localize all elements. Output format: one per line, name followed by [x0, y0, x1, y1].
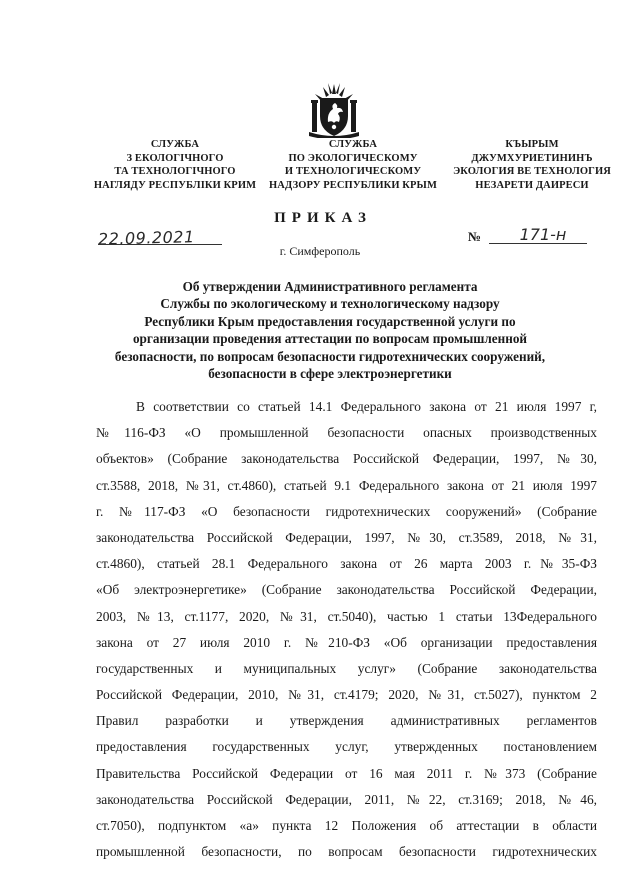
header-line: ЭКОЛОГИЯ ВЕ ТЕХНОЛОГИЯ [453, 166, 611, 177]
body-line: В соответствии со статьей 14.1 Федерального закона от 21 июля 1997 г, [136, 399, 597, 414]
body-line: Российской Федерации, 2010, №31, ст.4179; 2020, №31, ст.5027), пунктом 2 [96, 687, 597, 703]
header-line: З ЕКОЛОГІЧНОГО [126, 152, 224, 164]
body-line: Правительства Российской Федерации от 16 мая 2011 г. №373 (Собрание [96, 765, 597, 781]
subject-line: Службы по экологическому и технологическому надзору [160, 296, 500, 312]
document-city: г. Симферополь [279, 244, 361, 258]
body-line: г. №117-ФЗ «О безопасности гидротехнических сооружений» (Собрание [96, 503, 597, 519]
header-line: ПО ЭКОЛОГИЧЕСКОМУ [288, 152, 418, 164]
header-line: ТА ТЕХНОЛОГІЧНОГО [114, 166, 236, 177]
header-line: СЛУЖБА [150, 139, 200, 150]
body-line: №116-ФЗ «О промышленной безопасности опасных производственных [96, 425, 597, 441]
header-line: СЛУЖБА [328, 139, 378, 150]
body-line: ст.4860), статьей 28.1 Федерального закона от 26 марта 2003 г.№35-ФЗ [96, 556, 597, 572]
body-line: 2003, №13, ст.1177, 2020, №31, ст.5040), частью 1 статьи 13Федерального [96, 608, 597, 624]
header-russian [258, 138, 448, 192]
header-line: КЪЫРЫМ [505, 139, 559, 150]
document-title: ПРИКАЗ [274, 210, 372, 226]
body-line: государственных и муниципальных услуг» (Собрание законодательства [96, 660, 597, 676]
subject-line: организации проведения аттестации по вопросам промышленной [132, 331, 528, 347]
document-subject [60, 278, 600, 382]
number-sign: № [468, 229, 482, 244]
body-line: закона от 27 июля 2010 г. №210-ФЗ «Об организации предоставления [96, 634, 597, 650]
document-number: 171-н [519, 225, 567, 244]
body-line: ст.3588, 2018, №31, ст.4860), статьей 9.1 Федерального закона от 21 июля 1997 [96, 477, 597, 493]
body-line: промышленной безопасности, по вопросам безопасности гидротехнических [96, 844, 597, 860]
document-date: 22.09.2021 [97, 227, 195, 249]
header-line: НЕЗАРЕТИ ДАИРЕСИ [475, 179, 589, 191]
body-line: объектов» (Собрание законодательства Российской Федерации, 1997, №30, [96, 451, 597, 467]
subject-line: Об утверждении Административного регламента [182, 279, 478, 294]
body-line: законодательства Российской Федерации, 1997, №30, ст.3589, 2018, №31, [96, 529, 597, 545]
document-body [96, 394, 597, 865]
body-line: «Об электроэнергетике» (Собрание законодательства Российской Федерации, [96, 582, 597, 598]
body-line: ст.7050), подпунктом «а» пункта 12 Положения об аттестации в области [96, 818, 597, 833]
body-line: Правил разработки и утверждения административных регламентов [96, 713, 597, 729]
header-line: НАГЛЯДУ РЕСПУБЛІКИ КРИМ [93, 179, 257, 191]
subject-line: Республики Крым предоставления государственной услуги по [144, 313, 516, 329]
body-line: предоставления государственных услуг, утвержденных постановлением [96, 739, 597, 755]
body-line: законодательства Российской Федерации, 2011, №22, ст.3169; 2018, №46, [96, 791, 597, 807]
header-line: НАДЗОРУ РЕСПУБЛИКИ КРЫМ [269, 179, 437, 191]
header-line: И ТЕХНОЛОГИЧЕСКОМУ [284, 166, 422, 177]
subject-line: безопасности в сфере электроэнергетики [208, 366, 452, 382]
header-crimean-tatar [446, 138, 618, 192]
number-underline [489, 243, 587, 244]
header-ukrainian [90, 138, 260, 192]
header-line: ДЖУМХУРИЕТИНИНЪ [471, 152, 593, 164]
crimea-coat-of-arms-icon [303, 80, 365, 138]
subject-line: безопасности, по вопросам безопасности гидротехнических сооружений, [114, 348, 546, 364]
